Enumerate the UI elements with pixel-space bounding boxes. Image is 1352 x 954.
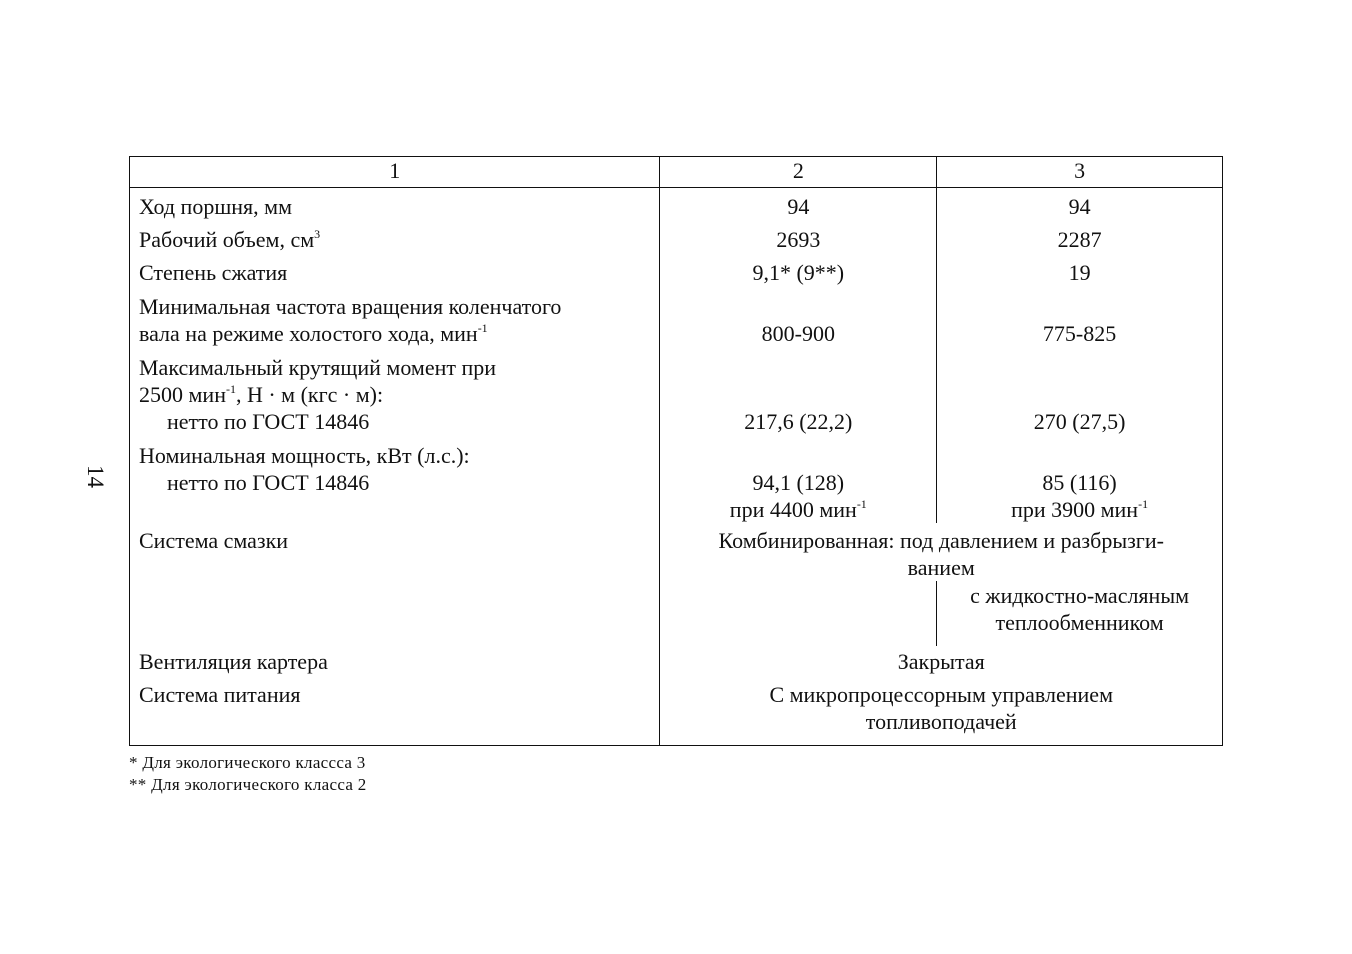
footnote-2: ** Для экологического класса 2 — [129, 775, 367, 794]
row-value-volume-3: 2287 — [937, 220, 1223, 253]
table-row — [130, 188, 1223, 221]
table-row — [130, 286, 1223, 347]
row-value-volume-2: 2693 — [660, 220, 937, 253]
table-row — [130, 220, 1223, 253]
row-label-power: Номинальная мощность, кВт (л.с.): нетто по ГОСТ 14846 — [139, 443, 470, 495]
table-row — [130, 347, 1223, 435]
row-value-ventilation: Закрытая — [660, 646, 1223, 675]
footnotes — [129, 752, 367, 796]
row-value-torque-2: 217,6 (22,2) — [660, 347, 937, 435]
engine-spec-table — [129, 156, 1223, 746]
row-label-lubrication: Система смазки — [139, 528, 289, 553]
row-value-stroke-2: 94 — [660, 188, 937, 221]
table-row — [130, 646, 1223, 675]
header-col-3: 3 — [937, 157, 1223, 188]
footnote-1: * Для экологического классса 3 — [129, 753, 366, 772]
row-value-compression-2: 9,1* (9**) — [660, 253, 937, 286]
table-row — [130, 253, 1223, 286]
table-row — [130, 523, 1223, 581]
row-value-idle-3: 775-825 — [937, 286, 1223, 347]
row-value-torque-3: 270 (27,5) — [937, 347, 1223, 435]
header-col-1: 1 — [130, 157, 660, 188]
row-value-idle-2: 800-900 — [660, 286, 937, 347]
row-label-torque: Максимальный крутящий момент при 2500 мин$^{-1}$, Н · м (кгс · м): нетто по ГОСТ 14846 — [139, 355, 497, 434]
row-value-power-3: 85 (116) при 3900 мин$^{-1}$ — [937, 435, 1223, 523]
header-col-2: 2 — [660, 157, 937, 188]
table-row — [130, 435, 1223, 523]
table-row — [130, 581, 1223, 646]
row-value-lubrication-3: с жидкостно-масляным теплообменником — [937, 581, 1223, 646]
row-label-fuel: Система питания — [139, 682, 301, 707]
row-label-ventilation: Вентиляция картера — [139, 649, 328, 674]
row-value-fuel: С микропроцессорным управлением топливоподачей — [660, 675, 1223, 746]
table-header-row — [130, 157, 1223, 188]
row-label-compression: Степень сжатия — [139, 260, 288, 285]
row-value-compression-3: 19 — [937, 253, 1223, 286]
row-label-volume: Рабочий объем, $см^3$ — [139, 227, 321, 252]
row-label-idle: Минимальная частота вращения коленчатого вала на режиме холостого хода, мин$^{-1}$ — [139, 294, 562, 346]
row-value-stroke-3: 94 — [937, 188, 1223, 221]
row-label-stroke: Ход поршня, мм — [139, 194, 293, 219]
table-row — [130, 675, 1223, 746]
row-value-power-2: 94,1 (128) при 4400 мин$^{-1}$ — [660, 435, 937, 523]
row-value-lubrication: Комбинированная: под давлением и разбрызги- ванием — [660, 523, 1223, 581]
page-number: 14 — [83, 465, 108, 488]
